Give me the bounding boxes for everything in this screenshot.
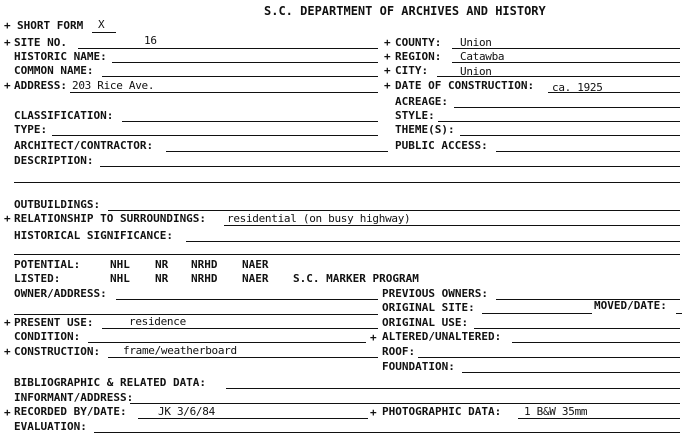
moved-date-label: MOVED/DATE: — [594, 299, 667, 312]
potential-option-nrhd[interactable]: NRHD — [191, 258, 218, 271]
public-access-line — [496, 151, 680, 152]
city-value[interactable]: Union — [460, 65, 492, 78]
type-line — [52, 135, 378, 136]
acreage-label: ACREAGE: — [395, 95, 448, 108]
significance-label: HISTORICAL SIGNIFICANCE: — [14, 229, 173, 242]
short-form-label: SHORT FORM — [17, 19, 84, 32]
significance-line-2 — [14, 254, 680, 255]
significance-line-1 — [186, 241, 680, 242]
address-value[interactable]: 203 Rice Ave. — [72, 79, 155, 92]
photographic-label: PHOTOGRAPHIC DATA: — [382, 405, 502, 418]
date-construction-value[interactable]: ca. 1925 — [552, 81, 603, 94]
condition-label: CONDITION: — [14, 330, 81, 343]
region-line — [452, 62, 680, 63]
site-no-line — [78, 48, 378, 49]
region-label: REGION: — [395, 50, 442, 63]
plus-marker: + — [384, 50, 391, 63]
plus-marker: + — [384, 36, 391, 49]
plus-marker: + — [4, 36, 11, 49]
classification-line — [122, 121, 378, 122]
photographic-value[interactable]: 1 B&W 35mm — [524, 405, 588, 418]
listed-option-nhl[interactable]: NHL — [110, 272, 130, 285]
county-label: COUNTY: — [395, 36, 442, 49]
moved-date-line — [676, 313, 682, 314]
roof-line — [418, 357, 680, 358]
plus-marker: + — [4, 19, 11, 32]
original-use-label: ORIGINAL USE: — [382, 316, 469, 329]
previous-owners-label: PREVIOUS OWNERS: — [382, 287, 488, 300]
address-label: ADDRESS: — [14, 79, 67, 92]
relationship-value[interactable]: residential (on busy highway) — [227, 212, 411, 225]
plus-marker: + — [384, 79, 391, 92]
city-line — [437, 76, 680, 77]
bibliographic-label: BIBLIOGRAPHIC & RELATED DATA: — [14, 376, 207, 389]
plus-marker: + — [384, 64, 391, 77]
construction-line — [108, 357, 378, 358]
historic-name-line — [112, 62, 378, 63]
condition-line — [88, 342, 366, 343]
architect-label: ARCHITECT/CONTRACTOR: — [14, 139, 154, 152]
classification-label: CLASSIFICATION: — [14, 109, 114, 122]
informant-line — [130, 403, 680, 404]
public-access-label: PUBLIC ACCESS: — [395, 139, 488, 152]
short-form-line — [92, 32, 116, 33]
site-no-value[interactable]: 16 — [144, 34, 157, 47]
acreage-line — [454, 107, 680, 108]
relationship-label: RELATIONSHIP TO SURROUNDINGS: — [14, 212, 207, 225]
present-use-value[interactable]: residence — [129, 315, 186, 328]
recorded-value[interactable]: JK 3/6/84 — [158, 405, 215, 418]
construction-value[interactable]: frame/weatherboard — [123, 344, 237, 357]
owner-label: OWNER/ADDRESS: — [14, 287, 107, 300]
potential-label: POTENTIAL: — [14, 258, 81, 271]
plus-marker: + — [370, 331, 377, 344]
informant-label: INFORMANT/ADDRESS: — [14, 391, 134, 404]
listed-option-nr[interactable]: NR — [155, 272, 169, 285]
photographic-line — [518, 418, 680, 419]
plus-marker: + — [4, 79, 11, 92]
relationship-line — [224, 225, 680, 226]
common-name-label: COMMON NAME: — [14, 64, 94, 77]
plus-marker: + — [370, 406, 377, 419]
original-site-label: ORIGINAL SITE: — [382, 301, 475, 314]
recorded-label: RECORDED BY/DATE: — [14, 405, 127, 418]
owner-line-1 — [116, 299, 378, 300]
short-form-value[interactable]: X — [98, 18, 105, 31]
listed-option-nrhd[interactable]: NRHD — [191, 272, 218, 285]
foundation-label: FOUNDATION: — [382, 360, 455, 373]
listed-option-sc-marker[interactable]: S.C. MARKER PROGRAM — [293, 272, 419, 285]
altered-line — [512, 342, 680, 343]
evaluation-label: EVALUATION: — [14, 420, 87, 433]
common-name-line — [102, 76, 378, 77]
architect-line — [166, 151, 388, 152]
listed-label: LISTED: — [14, 272, 61, 285]
address-line — [70, 92, 378, 93]
original-use-line — [474, 328, 680, 329]
plus-marker: + — [4, 212, 11, 225]
plus-marker: + — [4, 345, 11, 358]
original-site-line — [482, 313, 592, 314]
listed-option-naer[interactable]: NAER — [242, 272, 269, 285]
outbuildings-label: OUTBUILDINGS: — [14, 198, 101, 211]
date-construction-label: DATE OF CONSTRUCTION: — [395, 79, 535, 92]
foundation-line — [462, 372, 680, 373]
bibliographic-line — [226, 388, 680, 389]
region-value[interactable]: Catawba — [460, 50, 505, 63]
style-line — [438, 121, 680, 122]
theme-line — [460, 135, 680, 136]
type-label: TYPE: — [14, 123, 48, 136]
description-label: DESCRIPTION: — [14, 154, 94, 167]
county-line — [452, 48, 680, 49]
plus-marker: + — [4, 316, 11, 329]
construction-label: CONSTRUCTION: — [14, 345, 101, 358]
theme-label: THEME(S): — [395, 123, 455, 136]
present-use-label: PRESENT USE: — [14, 316, 94, 329]
historic-name-label: HISTORIC NAME: — [14, 50, 107, 63]
county-value[interactable]: Union — [460, 36, 492, 49]
form-title: S.C. DEPARTMENT OF ARCHIVES AND HISTORY — [264, 4, 546, 18]
outbuildings-line — [108, 210, 680, 211]
owner-line-2 — [14, 314, 378, 315]
altered-label: ALTERED/UNALTERED: — [382, 330, 502, 343]
style-label: STYLE: — [395, 109, 435, 122]
present-use-line — [102, 328, 378, 329]
city-label: CITY: — [395, 64, 429, 77]
potential-option-nhl[interactable]: NHL — [110, 258, 130, 271]
evaluation-line — [94, 432, 680, 433]
potential-option-nr[interactable]: NR — [155, 258, 169, 271]
recorded-line — [138, 418, 368, 419]
description-line-2 — [14, 182, 680, 183]
roof-label: ROOF: — [382, 345, 416, 358]
description-line-1 — [100, 166, 680, 167]
date-construction-line — [548, 92, 680, 93]
site-no-label: SITE NO. — [14, 36, 67, 49]
potential-option-naer[interactable]: NAER — [242, 258, 269, 271]
plus-marker: + — [4, 406, 11, 419]
